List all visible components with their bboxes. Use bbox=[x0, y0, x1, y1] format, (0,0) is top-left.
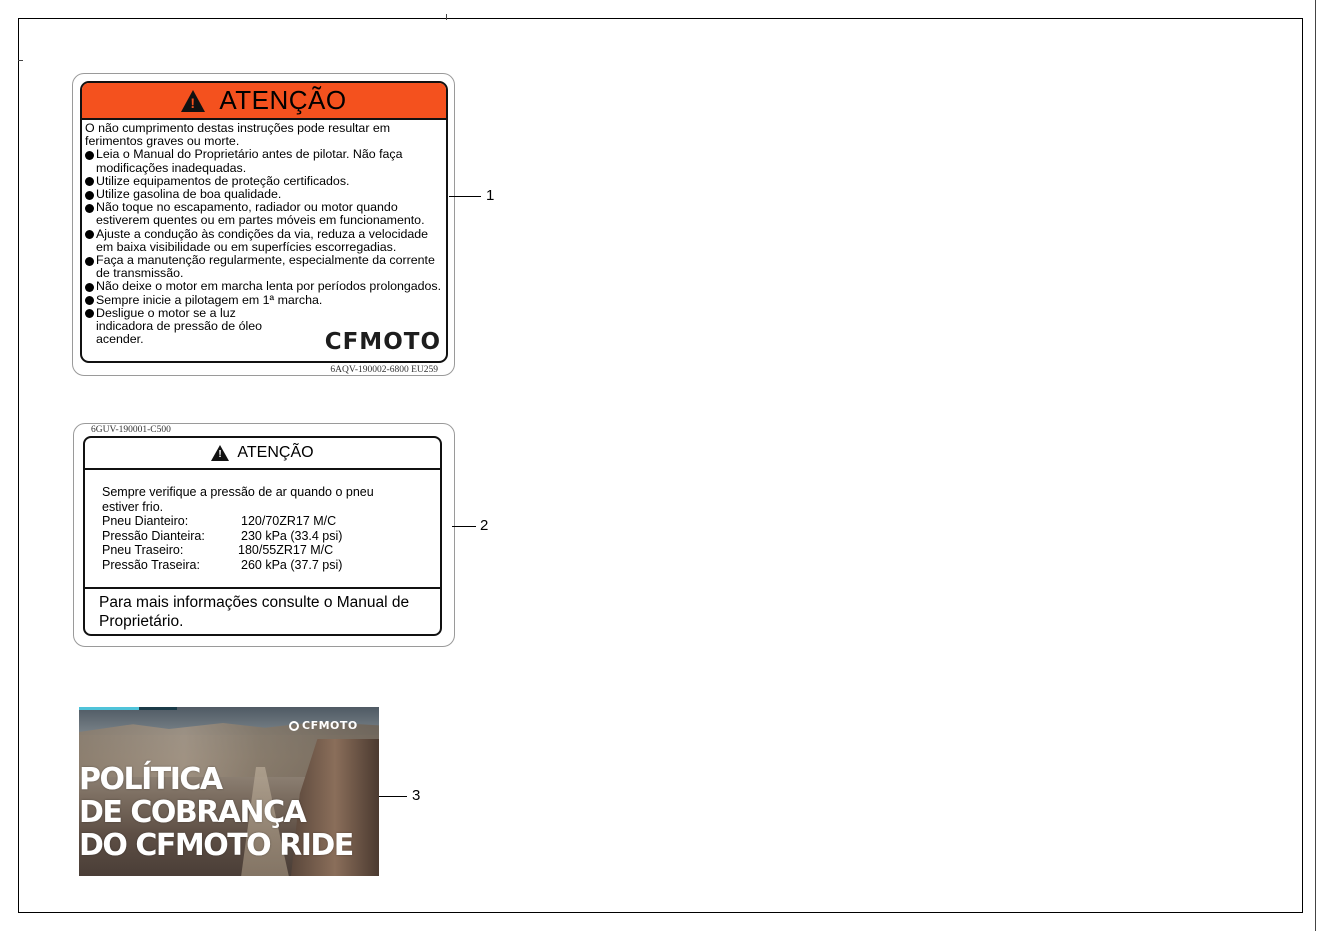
tire-pressure-label-border bbox=[83, 436, 442, 636]
cfmoto-logo-text: CFMOTO bbox=[302, 719, 358, 732]
warning-label-1 bbox=[72, 73, 455, 376]
warning-intro: O não cumprimento destas instruções pode resultar em ferimentos graves ou morte. bbox=[85, 121, 391, 149]
tire-spec-row bbox=[102, 543, 440, 558]
warning-item: Sempre inicie a pilotagem em 1ª marcha. bbox=[85, 294, 446, 307]
tire-instruction: Sempre verifique a pressão de ar quando o pneu bbox=[102, 485, 374, 499]
cfmoto-ride-policy-image bbox=[79, 707, 379, 876]
tire-pressure-label bbox=[73, 423, 455, 647]
crop-mark bbox=[18, 60, 23, 61]
accent-bar bbox=[79, 707, 139, 710]
tire-spec-key: Pressão Dianteira: bbox=[102, 528, 205, 543]
callout-line bbox=[449, 196, 481, 197]
callout-line bbox=[452, 526, 476, 527]
policy-title-line: POLÍTICA bbox=[79, 762, 222, 797]
policy-title bbox=[79, 763, 353, 862]
warning-item: Não deixe o motor em marcha lenta por períodos prolongados. bbox=[85, 280, 446, 293]
tire-spec-value: 230 kPa (33.4 psi) bbox=[241, 528, 343, 543]
tire-pressure-body bbox=[85, 470, 440, 589]
page-edge bbox=[1315, 0, 1316, 931]
callout-line bbox=[379, 796, 407, 797]
tire-spec-value: 180/55ZR17 M/C bbox=[238, 543, 334, 558]
warning-label-1-body bbox=[82, 120, 446, 346]
part-code: 6GUV-190001-C500 bbox=[91, 425, 171, 435]
tire-spec-key: Pneu Dianteiro: bbox=[102, 514, 189, 529]
cfmoto-logo bbox=[289, 719, 358, 732]
tire-instruction: estiver frio. bbox=[102, 499, 164, 514]
callout-number: 3 bbox=[412, 787, 421, 804]
warning-item: Não toque no escapamento, radiador ou motor quando estiverem quentes ou em partes móveis em funcionamento. bbox=[85, 201, 446, 227]
tire-pressure-header bbox=[85, 438, 440, 470]
warning-item: Desligue o motor se a luz indicadora de pressão de óleo acender. bbox=[85, 307, 296, 347]
part-code: 6AQV-190002-6800 EU259 bbox=[330, 365, 438, 375]
tire-pressure-footer: Para mais informações consulte o Manual de Proprietário. bbox=[99, 594, 410, 630]
policy-title-line: DE COBRANÇA bbox=[79, 795, 306, 830]
warning-item: Faça a manutenção regularmente, especialmente da corrente de transmissão. bbox=[85, 254, 446, 280]
tire-spec-row bbox=[102, 558, 440, 573]
warning-item: Ajuste a condução às condições da via, reduza a velocidade em baixa visibilidade ou em superfícies escorregadias. bbox=[85, 228, 446, 254]
tire-pressure-title: ATENÇÃO bbox=[237, 444, 314, 461]
tire-spec-row bbox=[102, 529, 440, 544]
tire-spec-key: Pressão Traseira: bbox=[102, 557, 200, 572]
warning-list bbox=[85, 148, 446, 346]
warning-triangle-icon bbox=[211, 445, 229, 461]
policy-title-line: DO CFMOTO RIDE bbox=[79, 828, 353, 863]
warning-triangle-icon bbox=[181, 90, 205, 112]
tire-spec-key: Pneu Traseiro: bbox=[102, 543, 184, 558]
tire-spec-value: 120/70ZR17 M/C bbox=[241, 514, 337, 529]
warning-item: Utilize gasolina de boa qualidade. bbox=[85, 188, 446, 201]
callout-number: 1 bbox=[486, 187, 495, 204]
warning-item: Utilize equipamentos de proteção certificados. bbox=[85, 175, 446, 188]
tire-spec-row bbox=[102, 514, 440, 529]
warning-label-1-header bbox=[82, 83, 446, 120]
warning-label-1-title: ATENÇÃO bbox=[219, 85, 347, 115]
accent-bar bbox=[139, 707, 177, 710]
cfmoto-ring-icon bbox=[289, 721, 299, 731]
callout-number: 2 bbox=[480, 517, 489, 534]
cfmoto-logo: CFMOTO bbox=[324, 329, 441, 355]
warning-item: Leia o Manual do Proprietário antes de pilotar. Não faça modificações inadequadas. bbox=[85, 148, 446, 174]
warning-label-1-border bbox=[80, 81, 448, 363]
crop-mark bbox=[446, 14, 447, 20]
tire-spec-value: 260 kPa (37.7 psi) bbox=[241, 557, 343, 572]
